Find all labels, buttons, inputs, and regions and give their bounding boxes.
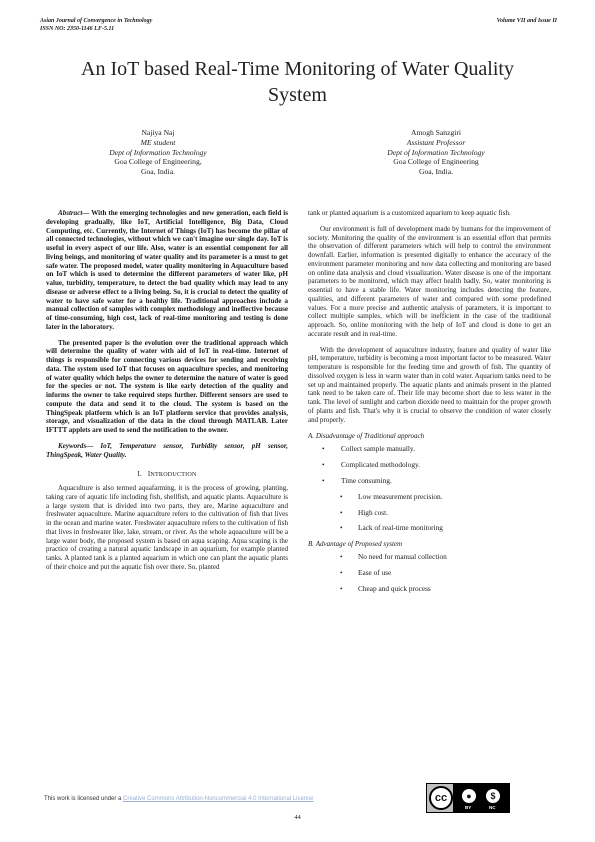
cc-logo-icon: cc: [429, 786, 453, 810]
author-location: Goa, India.: [141, 167, 175, 177]
license-link[interactable]: Creative Commons Attribution-Noncommercial 4.0 International License: [123, 796, 314, 802]
volume-header: Volume VII and Issue II: [496, 18, 557, 24]
intro-paragraph-3: With the development of aquaculture industry, feature and quality of water like pH, temperature, turbidity is becoming a most important factor to be measured. Water temperature is responsible for the feeding time and growth of fish. The quantity of dissolved oxygen is less in warm water than in cold water. Aquarium tanks need to be set up and maintained properly. The aquatic plants and animals present in the planted tank need to be taken care of. Their life may become short due to less water in the tank. The level of sunlight and carbon dioxide need to maintain for the proper growth of plants and fish. That's why it is crucial to observe the condition of water closely and properly.: [308, 345, 551, 424]
author-dept: Dept of Information Technology: [387, 147, 485, 157]
right-column: [308, 209, 551, 600]
intro-paragraph-1: Aquaculture is also termed aquafarming, it is the process of growing, planting, taking care of aquatic life including fish, shellfish, and aquatic plants. Aquaculture is a large system that is divided into two parts, they are, Marine aquaculture and freshwater aquaculture. Marine aquaculture refers to the cultivation of fish that lives in the ocean and marine water. Freshwater aquaculture refers to the cultivation of fish that lives in freshwater like, lake, stream, or river. As the whole aquaculture will be a large water body, the proposed system is based on aqua scaping. Aqua scaping is the practice of creating a natural aquatic landscape in an aquarium, for example planted tanks. A planted tank is a planted aquarium in which one can plant the aquatic plants of their choice and put the aquatic fish over there. So, planted: [46, 484, 288, 571]
intro-paragraph-1-continued: tank or planted aquarium is a customized aquarium to keep aquatic fish.: [308, 209, 511, 217]
section-heading-introduction: [46, 470, 288, 480]
list-item: • Time consuming.: [308, 476, 551, 485]
journal-issn: ISSN NO: 2350-1146 I.F-5.11: [40, 25, 115, 32]
intro-paragraph-2: Our environment is full of development made by humans for the improvement of society. Monitoring the quality of the environment is an essential effort that permits the observation of different parameters which will help to control the environment downfall. Earlier, information is presented digitally to enhance the accuracy of the environment parameter monitoring and now data collecting and monitoring are based on online data analysis and cloud visualization. Water disease is one of the important parameters to be monitored, which may affect health badly. So, water monitoring is essential to have a stable life. Water monitoring includes detecting the feature, qualities, and different parameters of water and compared with some predefined values. For a more precise and authentic analysis of parameters, it is important to collect multiple samples, which will be inefficient in the case of the traditional approach. So, online monitoring with the help of IoT and cloud is done to get an accurate result and in real-time.: [308, 224, 551, 338]
author-role: ME student: [140, 137, 176, 147]
author-dept: Dept of Information Technology: [109, 147, 207, 157]
paper-title: An IoT based Real-Time Monitoring of Water Quality System: [81, 58, 514, 106]
author-name: Najiya Naj: [141, 128, 175, 137]
disadvantage-list: [308, 444, 551, 532]
list-item: • High cost.: [308, 508, 551, 517]
subsection-heading-advantages: B. Advantage of Proposed system: [308, 540, 403, 549]
list-item: • Low measurement precision.: [308, 492, 551, 501]
license-prefix: This work is licensed under a: [44, 796, 124, 802]
attribution-person-icon: ●: [461, 788, 477, 804]
abstract-text: With the emerging technologies and new generation, each field is developing gradually, like IoT, Artificial Intelligence, Big Data, Cloud Computing, etc. Currently, the Internet of Things (IoT) has become the pillar of all connected technologies, without which we can't imagine our single day. IoT is useful in every aspect of our life. Also, water is an essential component for all living beings, and monitoring of water quality and its parameter is a must to get safe water. The proposed model, water quality monitoring in Aquaculture based on IoT which is used to determine the different parameters of water like, pH value, turbidity, temperature, to detect the bad quality which may lead to any disease or adverse effect to a living being. So, it is crucial to detect the quality of water to have safe water for a healthy life. Traditional approaches include a manual collection of samples with complex methodology and ineffective because of time-consuming, high cost, lack of real-time monitoring and testing is done later in the laboratory.: [46, 209, 288, 331]
list-item: • Lack of real-time monitoring: [308, 523, 551, 532]
list-item: • Collect sample manually.: [308, 444, 551, 453]
author-location: Goa, India.: [419, 167, 453, 177]
badge-label-nc: NC: [489, 805, 496, 810]
list-item: • No need for manual collection: [308, 552, 551, 561]
author-role: Assistant Professor: [406, 137, 466, 147]
keywords: [46, 442, 288, 460]
keywords-label: Keywords—: [58, 441, 94, 450]
advantage-list: [308, 552, 551, 593]
cc-license-badge[interactable]: [426, 783, 510, 813]
page-number: 44: [294, 814, 301, 821]
subsection-heading-disadvantages: A. Disadvantage of Traditional approach: [308, 432, 425, 441]
list-item: • Ease of use: [308, 568, 551, 577]
section-title-initial: I: [147, 470, 151, 479]
author-college: Goa College of Engineering,: [114, 157, 202, 167]
list-item: • Complicated methodology.: [308, 460, 551, 469]
section-title-rest: NTRODUCTION: [150, 472, 197, 479]
license-footer: [44, 796, 313, 802]
author-college: Goa College of Engineering: [393, 157, 479, 167]
journal-header: [40, 18, 152, 33]
noncommercial-dollar-icon: $: [485, 788, 501, 804]
keywords-text: IoT, Temperature sensor, Turbidity sensor, pH sensor, ThingSpeak, Water Quality.: [46, 441, 288, 459]
journal-name: Asian Journal of Convergence in Technology: [40, 18, 153, 24]
abstract-paragraph-2: The presented paper is the evolution over the traditional approach which will determine the quality of water with aid of IoT in real-time. Internet of things is responsible for connecting various devices for sending and receiving data. The system used IoT that focuses on aquaculture species, and monitoring of water quality which helps the owner to determine the nature of water is good for the species or not. The system is like early detection of the quality and informs the owner to take required steps further. Different sensors are used to compute the data and send it to the cloud. The system is based on the ThingSpeak platform which is an IoT platform service that provides analysis, storage, and visualization of the data in the cloud through MATLAB. Later IFTTT applets are used to send the notification to the owner.: [46, 338, 288, 434]
section-number: I.: [137, 470, 142, 479]
author-name: Amogh Sanzgiri: [411, 128, 461, 137]
abstract: [46, 209, 288, 332]
abstract-label: Abstract—: [58, 209, 90, 217]
list-item: • Cheap and quick process: [308, 584, 551, 593]
author-block-2: [336, 128, 536, 177]
author-block-1: [58, 128, 258, 177]
badge-label-by: BY: [465, 805, 472, 810]
left-column: [46, 209, 288, 572]
